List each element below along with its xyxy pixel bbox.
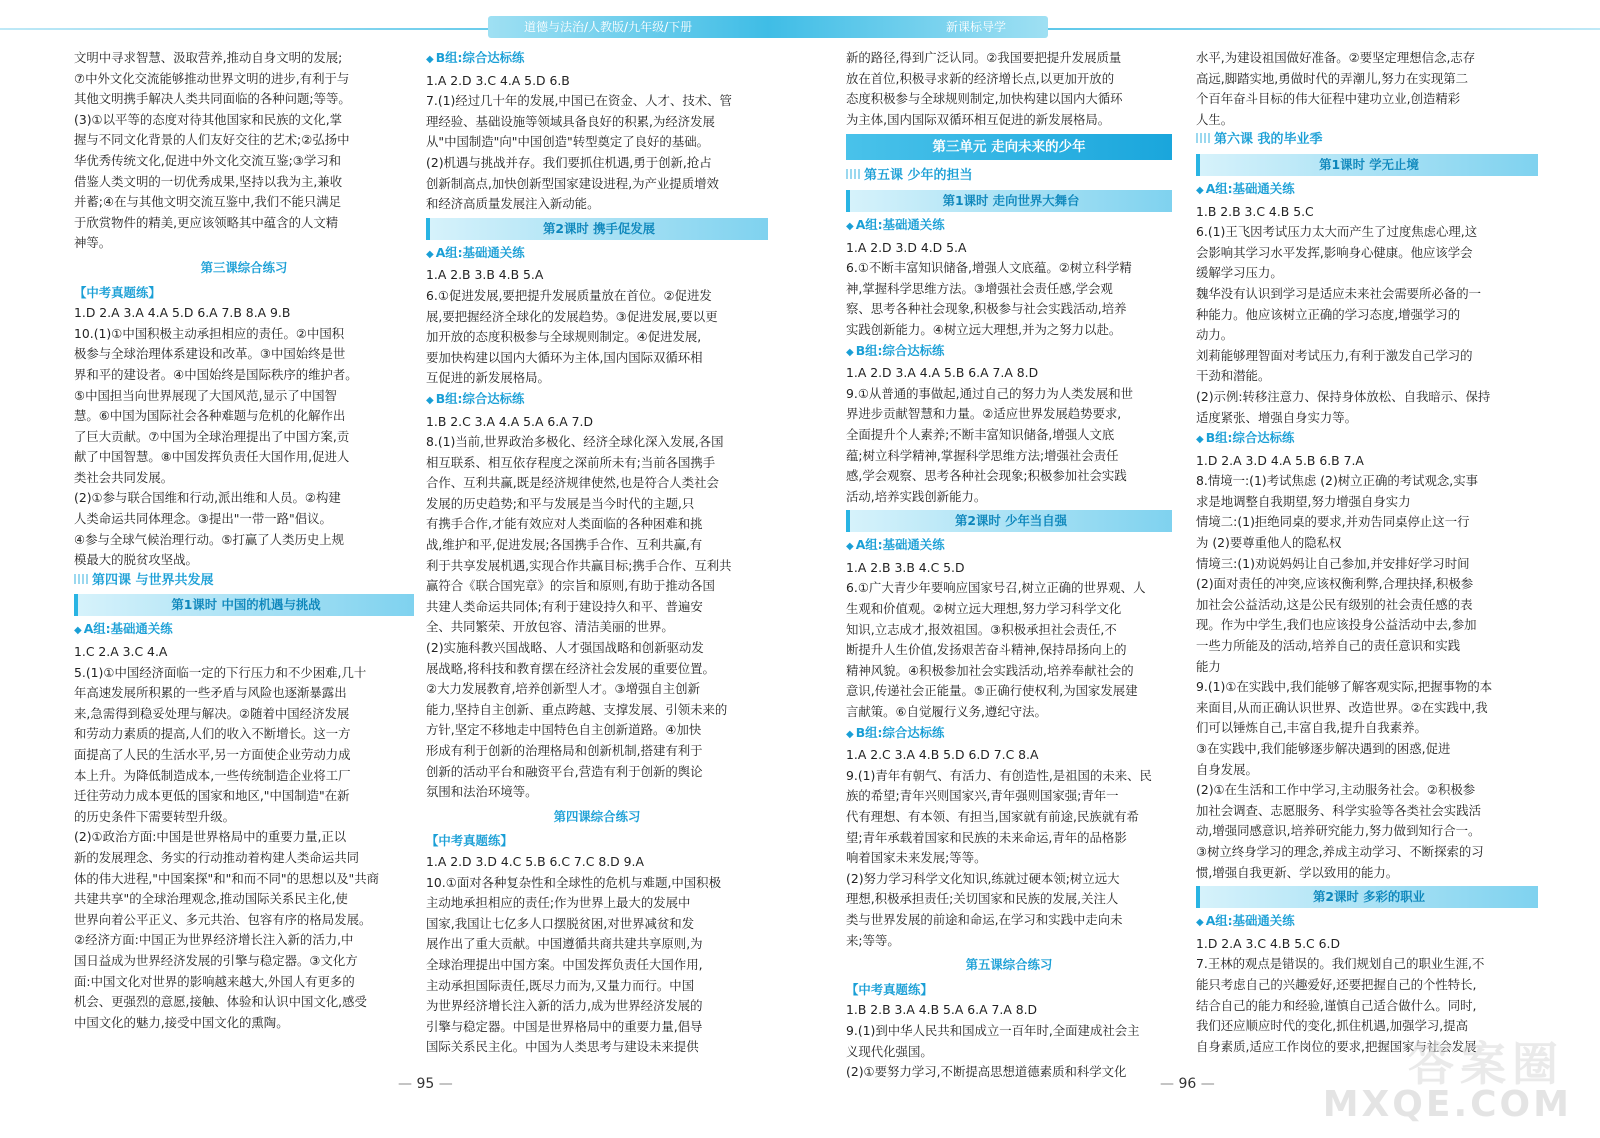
answer-line: 6.(1)王飞因考试压力太大而产生了过度焦虑心理,这 bbox=[1196, 224, 1478, 240]
lesson-heading-text: 第四课 与世界共发展 bbox=[92, 572, 214, 588]
answer-line: 为 (2)要尊重他人的隐私权 bbox=[1196, 535, 1342, 551]
answer-line: 代有理想、有本领、有担当,国家就有前途,民族就有希 bbox=[846, 809, 1139, 824]
lesson-period-title: 第1课时 走向世界大舞台 bbox=[942, 192, 1080, 208]
diamond-icon: ◆ bbox=[846, 346, 854, 358]
answer-line: 慧。⑥中国为国际社会各种难题与危机的化解作出 bbox=[74, 408, 346, 424]
answer-line: 中国文化的魅力,接受中国文化的熏陶。 bbox=[74, 1014, 289, 1030]
answer-line: 其他文明携手解决人类共同面临的各种问题;等等。 bbox=[74, 91, 351, 107]
answer-line: 族的希望;青年兴则国家兴,青年强则国家强;青年一 bbox=[846, 788, 1119, 804]
lesson-period-banner bbox=[1196, 154, 1538, 176]
answer-line: 文明中寻求智慧、汲取营养,推动自身文明的发展; bbox=[74, 50, 343, 65]
answer-line: 人生。 bbox=[1196, 111, 1234, 127]
exam-practice-label: 【中考真题练】 bbox=[846, 981, 933, 997]
answer-line: 现。作为中学生,我们也应该投身公益活动中去,参加 bbox=[1196, 617, 1477, 633]
header-banner bbox=[488, 16, 1048, 38]
column-2 bbox=[426, 48, 768, 1058]
answer-line: 主动承担国际责任,既尽力而为,又量力而行。中国 bbox=[426, 977, 695, 993]
answer-line: 展作出了重大贡献。中国遵循共商共建共享原则,为 bbox=[426, 936, 703, 952]
answer-line: 国日益成为世界经济发展的引擎与稳定器。③文化方 bbox=[74, 952, 358, 968]
answer-line: 1.D 2.A 3.C 4.B 5.C 6.D bbox=[1196, 935, 1340, 951]
answer-line: 发展的历史趋势;和平与发展是当今时代的主题,只 bbox=[426, 495, 695, 511]
review-section-title: 第四课综合练习 bbox=[553, 808, 641, 824]
exercise-group-label: B组:综合达标练 bbox=[1205, 430, 1295, 446]
exercise-group-heading bbox=[846, 535, 1172, 558]
answer-line: 国家,我国让七亿多人口摆脱贫困,对世界减贫和发 bbox=[426, 915, 695, 931]
answer-line: 战,维护和平,促进发展;各国携手合作、互利共赢,有 bbox=[426, 537, 703, 553]
answer-line: 神等。 bbox=[74, 235, 112, 251]
watermark-url: MXQE.COM bbox=[1322, 1084, 1572, 1125]
answer-line: 人类命运共同体理念。③提出"一带一路"倡议。 bbox=[74, 511, 332, 527]
answer-line: ③在实践中,我们能够逐步解决遇到的困惑,促进 bbox=[1196, 741, 1451, 756]
answer-line: 求是地调整自我期望,努力增强自身实力 bbox=[1196, 493, 1411, 509]
answer-line: 生观和价值观。②树立远大理想,努力学习科学文化 bbox=[846, 601, 1122, 617]
answer-line: 干劲和潜能。 bbox=[1196, 368, 1271, 384]
exam-practice-label: 【中考真题练】 bbox=[426, 833, 513, 849]
answer-line: 1.D 2.A 3.D 4.A 5.B 6.B 7.A bbox=[1196, 452, 1364, 468]
answer-line: 从"中国制造"向"中国创造"转型奠定了良好的基础。 bbox=[426, 134, 709, 150]
answer-line: ⑦中外文化交流能够推动世界文明的进步,有利于与 bbox=[74, 70, 350, 86]
answer-line: 创新的活动平台和融资平台,营造有利于创新的舆论 bbox=[426, 763, 703, 779]
answer-line: 借鉴人类文明的一切优秀成果,坚持以我为主,兼收 bbox=[74, 173, 343, 189]
answer-line: (2)机遇与挑战并存。我们要抓住机遇,勇于创新,抢占 bbox=[426, 154, 712, 170]
answer-line: 精神风貌。④积极参加社会实践活动,培养奉献社会的 bbox=[846, 662, 1134, 678]
answer-line: 结合自己的能力和经验,谨慎自己适合做什么。同时, bbox=[1196, 997, 1477, 1013]
answer-line: 展战略,将科技和教育摆在经济社会发展的重要位置。 bbox=[426, 660, 715, 676]
lesson-heading-text: 第六课 我的毕业季 bbox=[1214, 132, 1323, 148]
diamond-icon: ◆ bbox=[426, 248, 434, 260]
lesson-heading bbox=[1196, 130, 1538, 151]
answer-line: 望;青年承载着国家和民族的未来命运,青年的品格影 bbox=[846, 829, 1127, 845]
diamond-icon: ◆ bbox=[846, 541, 854, 553]
answer-line: 刘莉能够理智面对考试压力,有利于激发自己学习的 bbox=[1196, 347, 1473, 363]
answer-line: 言献策。⑥自觉履行义务,遵纪守法。 bbox=[846, 704, 1047, 720]
answer-line: 魏华没有认识到学习是适应未来社会需要所必备的一 bbox=[1196, 285, 1481, 301]
exercise-group-label: A组:基础通关练 bbox=[1205, 913, 1295, 929]
lesson-period-banner bbox=[846, 510, 1172, 532]
answer-line: 10.(1)①中国积极主动承担相应的责任。②中国积 bbox=[74, 325, 345, 341]
answer-line: 利于共享发展机遇,实现合作共赢目标;携手合作、互利共 bbox=[426, 557, 732, 573]
answer-line: 赢符合《联合国宪章》的宗旨和原则,有助于推动各国 bbox=[426, 578, 715, 594]
answer-line: 面提高了人民的生活水平,另一方面使企业劳动力成 bbox=[74, 747, 351, 762]
answer-line: 形成有利于创新的治理格局和创新机制,搭建有利于 bbox=[426, 743, 703, 758]
answer-line: 一些力所能及的活动,培养自己的责任意识和实践 bbox=[1196, 638, 1461, 654]
answer-line: (2)①政治方面:中国是世界格局中的重要力量,正以 bbox=[74, 829, 347, 845]
review-section-title: 第五课综合练习 bbox=[965, 957, 1053, 973]
answer-line: 华优秀传统文化,促进中外文化交流互鉴;③学习和 bbox=[74, 152, 342, 168]
answer-line: 和劳动力素质的提高,人们的收入不断增长。这一方 bbox=[74, 726, 351, 742]
answer-line: 知识,立志成才,报效祖国。③积极承担社会责任,不 bbox=[846, 621, 1117, 637]
answer-line: 新的发展理念、务实的行动推动着构建人类命运共同 bbox=[74, 849, 359, 865]
answer-line: 1.A 2.B 3.B 4.B 5.A bbox=[426, 267, 544, 283]
answer-line: 并蓄;④在与其他文明交流互鉴中,我们不能只满足 bbox=[74, 194, 342, 210]
column-4 bbox=[1196, 48, 1538, 1057]
review-section-title: 第三课综合练习 bbox=[200, 259, 288, 275]
answer-line: 来,急需得到稳妥处理与解决。②随着中国经济发展 bbox=[74, 705, 350, 721]
answer-line: 态度积极参与全球规则制定,加快构建以国内大循环 bbox=[846, 91, 1123, 107]
exercise-group-heading bbox=[74, 619, 414, 642]
answer-line: 引擎与稳定器。中国是世界格局中的重要力量,倡导 bbox=[426, 1018, 703, 1034]
lesson-period-banner bbox=[74, 594, 414, 616]
answer-line: 全面提升个人素养;不断丰富知识储备,增强人文底 bbox=[846, 426, 1115, 442]
header-subject: 道德与法治/人教版/九年级/下册 bbox=[524, 20, 693, 34]
answer-line: (2)①要努力学习,不断提高思想道德素质和科学文化 bbox=[846, 1064, 1127, 1080]
answer-line: 1.B 2.B 3.C 4.B 5.C bbox=[1196, 203, 1314, 219]
exercise-group-heading bbox=[1196, 911, 1538, 934]
answer-line: 蕴;树立科学精神,掌握科学思维方法;增强社会责任 bbox=[846, 447, 1119, 463]
page-number-left: — 95 — bbox=[398, 1076, 453, 1092]
diamond-icon: ◆ bbox=[1196, 184, 1204, 196]
answer-line: 6.①广大青少年要响应国家号召,树立正确的世界观、人 bbox=[846, 580, 1146, 596]
answer-line: ②大力发展教育,培养创新型人才。③增强自主创新 bbox=[426, 681, 700, 697]
answer-line: 相互联系、相互依存程度之深前所未有;当前各国携手 bbox=[426, 454, 716, 470]
answer-line: 10.①面对各种复杂性和全球性的危机与难题,中国积极 bbox=[426, 874, 721, 890]
answer-line: 能力,坚持自主创新、重点跨越、支撑发展、引领未来的 bbox=[426, 701, 728, 717]
lesson-period-banner bbox=[1196, 886, 1538, 908]
exercise-group-label: B组:综合达标练 bbox=[435, 390, 525, 406]
answer-line: 意识,传递社会正能量。⑤正确行使权利,为国家发展建 bbox=[846, 683, 1138, 699]
answer-line: 6.①促进发展,要把提升发展质量放在首位。②促进发 bbox=[426, 287, 712, 303]
exercise-group-heading bbox=[426, 243, 768, 266]
lesson-period-banner bbox=[426, 218, 768, 240]
answer-line: 为主体,国内国际双循环相互促进的新发展格局。 bbox=[846, 111, 1111, 127]
answer-line: 动,增强同感意识,培养研究能力,努力做到知行合一。 bbox=[1196, 823, 1481, 839]
answer-line: 界进步贡献智慧和力量。②适应世界发展趋势要求, bbox=[846, 406, 1122, 422]
answer-line: 惯,增强自我更新、学以致用的能力。 bbox=[1196, 864, 1399, 880]
diamond-icon: ◆ bbox=[846, 220, 854, 232]
answer-line: 来面目,从而正确认识世界、改造世界。②在实践中,我 bbox=[1196, 699, 1488, 715]
answer-line: 理想,积极承担责任;关切国家和民族的发展,关注人 bbox=[846, 891, 1119, 907]
page-number-right: — 96 — bbox=[1160, 1076, 1215, 1092]
answer-line: (2)①在生活和工作中学习,主动服务社会。②积极参 bbox=[1196, 782, 1476, 798]
answer-line: 能力 bbox=[1196, 658, 1221, 674]
answer-line: 活动,培养实践创新能力。 bbox=[846, 488, 987, 504]
exercise-group-heading bbox=[426, 48, 768, 71]
answer-line: 9.(1)①在实践中,我们能够了解客观实际,把握事物的本 bbox=[1196, 679, 1493, 695]
lesson-heading bbox=[74, 571, 414, 592]
answer-line: 情境三:(1)劝说妈妈让自己参加,并安排好学习时间 bbox=[1196, 555, 1470, 571]
answer-line: 感,学会观察、思考各种社会现象;积极参加社会实践 bbox=[846, 468, 1127, 484]
answer-line: 氛围和法治环境等。 bbox=[426, 784, 538, 800]
diamond-icon: ◆ bbox=[1196, 434, 1204, 446]
page-number-right-value: 96 bbox=[1178, 1076, 1197, 1092]
exercise-group-heading bbox=[846, 723, 1172, 746]
answer-line: 为世界经济增长注入新的活力,成为世界经济发展的 bbox=[426, 998, 703, 1014]
exercise-group-heading bbox=[1196, 428, 1538, 451]
answer-line: 9.①从普通的事做起,通过自己的努力为人类发展和世 bbox=[846, 385, 1134, 401]
answer-line: 9.(1)青年有朝气、有活力、有创造性,是祖国的未来、民 bbox=[846, 767, 1152, 783]
answer-line: 自身发展。 bbox=[1196, 761, 1258, 777]
answer-line: 7.王林的观点是错误的。我们规划自己的职业生涯,不 bbox=[1196, 956, 1485, 972]
lesson-period-title: 第2课时 多彩的职业 bbox=[1312, 889, 1426, 905]
answer-line: 类社会共同发展。 bbox=[74, 469, 174, 485]
answer-line: 共建人类命运共同体;有利于建设持久和平、普遍安 bbox=[426, 598, 703, 614]
answer-line: 情境二:(1)拒绝同桌的要求,并劝告同桌停止这一行 bbox=[1196, 514, 1470, 530]
answer-line: ④参与全球气候治理行动。⑤打赢了人类历史上规 bbox=[74, 531, 345, 547]
answer-line: 极参与全球治理体系建设和改革。③中国始终是世 bbox=[74, 346, 346, 362]
answer-line: 的历史条件下需要转型升级。 bbox=[74, 808, 236, 824]
diamond-icon: ◆ bbox=[426, 394, 434, 406]
answer-line: 个百年奋斗目标的伟大征程中建功立业,创造精彩 bbox=[1196, 91, 1461, 107]
exercise-group-heading bbox=[846, 215, 1172, 238]
bars-icon bbox=[1196, 133, 1210, 143]
answer-line: 创新制高点,加快创新型国家建设进程,为产业提质增效 bbox=[426, 175, 719, 191]
answer-line: 自身素质,适应工作岗位的要求,把握国家与社会发展 bbox=[1196, 1038, 1477, 1054]
answer-line: 握与不同文化背景的人们友好交往的艺术;②弘扬中 bbox=[74, 132, 350, 148]
answer-line: 察、思考各种社会现象,积极参与社会实践活动,培养 bbox=[846, 301, 1127, 317]
answer-line: 和经济高质量发展注入新动能。 bbox=[426, 196, 600, 212]
answer-line: 展,要把握经济全球化的发展趋势。③促进发展,要以更 bbox=[426, 308, 718, 324]
answer-line: 新的路径,得到广泛认同。②我国要把提升发展质量 bbox=[846, 50, 1122, 65]
answer-line: 1.B 2.C 3.A 4.A 5.A 6.A 7.D bbox=[426, 413, 593, 429]
exercise-group-label: B组:综合达标练 bbox=[435, 50, 525, 65]
answer-line: 共建共享"的全球治理观念,推动国际关系民主化,使 bbox=[74, 891, 348, 907]
lesson-period-banner bbox=[846, 190, 1172, 212]
answer-line: (2)努力学习科学文化知识,练就过硬本领;树立远大 bbox=[846, 870, 1120, 886]
answer-line: 8.情境一:(1)考试焦虑 (2)树立正确的考试观念,实事 bbox=[1196, 473, 1479, 489]
exam-practice-label: 【中考真题练】 bbox=[74, 284, 161, 300]
answer-line: 种能力。他应该树立正确的学习态度,增强学习的 bbox=[1196, 306, 1461, 322]
answer-line: 缓解学习压力。 bbox=[1196, 265, 1283, 281]
diamond-icon: ◆ bbox=[846, 728, 854, 740]
answer-line: 献了中国智慧。⑧中国发挥负责任大国作用,促进人 bbox=[74, 449, 350, 465]
answer-line: 义现代化强国。 bbox=[846, 1043, 933, 1059]
answer-line: 主动地承担相应的责任;作为世界上最大的发展中 bbox=[426, 895, 691, 911]
answer-line: 来;等等。 bbox=[846, 932, 900, 948]
answer-line: 1.A 2.C 3.A 4.B 5.D 6.D 7.C 8.A bbox=[846, 747, 1039, 763]
answer-line: 水平,为建设祖国做好准备。②要坚定理想信念,志存 bbox=[1196, 50, 1476, 65]
answer-line: 神,掌握科学思维方法。③增强社会责任感,学会观 bbox=[846, 280, 1113, 296]
answer-line: 国际关系民主化。中国为人类思考与建设未来提供 bbox=[426, 1039, 699, 1055]
answer-line: 全球治理提出中国方案。中国发挥负责任大国作用, bbox=[426, 956, 703, 972]
exercise-group-label: A组:基础通关练 bbox=[83, 621, 173, 637]
answer-line: 理经验、基础设施等领域具备良好的积累,为经济发展 bbox=[426, 113, 715, 129]
answer-line: 1.A 2.D 3.D 4.C 5.B 6.C 7.C 8.D 9.A bbox=[426, 853, 644, 869]
answer-line: 7.(1)经过几十年的发展,中国已在资金、人才、技术、管 bbox=[426, 93, 732, 109]
answer-line: 1.A 2.D 3.D 4.D 5.A bbox=[846, 239, 967, 255]
watermark-cn: 答案圈 bbox=[1408, 1037, 1564, 1091]
answer-line: 能只考虑自己的兴趣爱好,还要把握自己的个性特长, bbox=[1196, 976, 1477, 992]
answer-line: 本上升。为降低制造成本,一些传统制造企业将工厂 bbox=[74, 767, 351, 783]
page-number-left-value: 95 bbox=[416, 1076, 435, 1092]
diamond-icon: ◆ bbox=[426, 54, 434, 65]
answer-line: 会影响其学习水平发挥,影响身心健康。他应该学会 bbox=[1196, 244, 1473, 260]
bars-icon bbox=[74, 574, 88, 584]
answer-line: 年高速发展所积累的一些矛盾与风险也逐渐暴露出 bbox=[74, 685, 347, 701]
exercise-group-label: B组:综合达标练 bbox=[855, 724, 945, 740]
answer-line: 世界向着公平正义、多元共治、包容有序的格局发展。 bbox=[74, 911, 372, 927]
answer-line: 机会、更强烈的意愿,接触、体验和认识中国文化,感受 bbox=[74, 994, 367, 1010]
answer-line: (2)面对责任的冲突,应该权衡利弊,合理抉择,积极参 bbox=[1196, 576, 1474, 592]
answer-line: ⑤中国担当向世界展现了大国风范,显示了中国智 bbox=[74, 387, 337, 403]
answer-line: 放在首位,积极寻求新的经济增长点,以更加开放的 bbox=[846, 70, 1115, 86]
answer-line: 1.C 2.A 3.C 4.A bbox=[74, 644, 168, 660]
answer-line: 加社会调查、志愿服务、科学实验等各类社会实践活 bbox=[1196, 802, 1481, 818]
exercise-group-label: A组:基础通关练 bbox=[1205, 180, 1295, 196]
answer-line: 加社会公益活动,这是公民有级别的社会责任感的表 bbox=[1196, 596, 1473, 612]
answer-line: 合作、互利共赢,既是经济规律使然,也是符合人类社会 bbox=[426, 475, 719, 491]
exercise-group-label: A组:基础通关练 bbox=[855, 216, 945, 232]
header-series: 新课标导学 bbox=[945, 20, 1006, 34]
answer-line: 有携手合作,才能有效应对人类面临的各种困难和挑 bbox=[426, 516, 703, 532]
column-1 bbox=[74, 48, 414, 1033]
page-header bbox=[0, 0, 1600, 40]
diamond-icon: ◆ bbox=[1196, 917, 1204, 929]
answer-line: 我们还应顺应时代的变化,抓住机遇,加强学习,提高 bbox=[1196, 1018, 1469, 1034]
answer-line: 方针,坚定不移地走中国特色自主创新道路。④加快 bbox=[426, 722, 702, 738]
answer-line: 响着国家未来发展;等等。 bbox=[846, 850, 987, 866]
answer-line: (3)①以平等的态度对待其他国家和民族的文化,掌 bbox=[74, 111, 343, 127]
answer-line: 体的伟大进程,"中国案探"和"和而不同"的思想以及"共商 bbox=[74, 870, 380, 886]
answer-line: 1.A 2.B 3.B 4.C 5.D bbox=[846, 559, 965, 575]
lesson-period-title: 第2课时 少年当自强 bbox=[954, 513, 1068, 529]
answer-line: 1.A 2.D 3.A 4.A 5.B 6.A 7.A 8.D bbox=[846, 365, 1039, 381]
answer-line: 模最大的脱贫攻坚战。 bbox=[74, 552, 198, 568]
answer-line: 界和平的建设者。④中国始终是国际秩序的维护者。 bbox=[74, 366, 358, 382]
answer-line: 1.A 2.D 3.C 4.A 5.D 6.B bbox=[426, 72, 570, 88]
answer-line: 迁往劳动力成本更低的国家和地区,"中国制造"在新 bbox=[74, 788, 350, 804]
lesson-heading bbox=[846, 166, 1172, 187]
answer-line: (2)①参与联合国维和行动,派出维和人员。②构建 bbox=[74, 490, 341, 506]
answer-line: 互促进的新发展格局。 bbox=[426, 370, 550, 386]
exercise-group-heading bbox=[426, 389, 768, 412]
answer-line: 面:中国文化对世界的影响越来越大,外国人有更多的 bbox=[74, 973, 355, 989]
answer-line: ③树立终身学习的理念,养成主动学习、不断探索的习 bbox=[1196, 843, 1484, 859]
answer-line: 断提升人生价值,发扬艰苦奋斗精神,保持昂扬向上的 bbox=[846, 642, 1127, 658]
answer-line: 加开放的态度积极参与全球规则制定。④促进发展, bbox=[426, 329, 702, 345]
exercise-group-label: A组:基础通关练 bbox=[855, 537, 945, 553]
answer-line: ②经济方面:中国正为世界经济增长注入新的活力,中 bbox=[74, 932, 354, 948]
answer-line: 要加快构建以国内大循环为主体,国内国际双循环相 bbox=[426, 349, 703, 365]
answer-line: 了巨大贡献。⑦中国为全球治理提出了中国方案,贡 bbox=[74, 428, 350, 444]
unit-banner: 第三单元 走向未来的少年 bbox=[846, 134, 1172, 160]
answer-line: 高远,脚踏实地,勇做时代的弄潮儿,努力在实现第二 bbox=[1196, 70, 1469, 86]
answer-line: 于欣赏物件的精美,更应该领略其中蕴含的人文精 bbox=[74, 214, 339, 230]
lesson-period-title: 第1课时 中国的机遇与挑战 bbox=[171, 597, 321, 613]
answer-line: 8.(1)当前,世界政治多极化、经济全球化深入发展,各国 bbox=[426, 434, 724, 450]
column-3 bbox=[846, 48, 1172, 1083]
answer-line: 全、共同繁荣、开放包容、清洁美丽的世界。 bbox=[426, 619, 674, 635]
answer-line: 1.D 2.A 3.A 4.A 5.D 6.A 7.B 8.A 9.B bbox=[74, 305, 291, 321]
exercise-group-heading bbox=[846, 341, 1172, 364]
bars-icon bbox=[846, 169, 860, 179]
lesson-period-title: 第1课时 学无止境 bbox=[1319, 156, 1419, 172]
exercise-group-label: A组:基础通关练 bbox=[435, 244, 525, 260]
lesson-heading-text: 第五课 少年的担当 bbox=[864, 168, 973, 184]
answer-line: 适度紧张、增强自身实力等。 bbox=[1196, 409, 1358, 425]
answer-line: (2)实施科教兴国战略、人才强国战略和创新驱动发 bbox=[426, 640, 704, 656]
answer-line: (2)示例:转移注意力、保持身体放松、自我暗示、保持 bbox=[1196, 388, 1491, 404]
answer-line: 6.①不断丰富知识储备,增强人文底蕴。②树立科学精 bbox=[846, 260, 1132, 276]
answer-line: 5.(1)①中国经济面临一定的下行压力和不少困难,几十 bbox=[74, 664, 367, 680]
exercise-group-heading bbox=[1196, 179, 1538, 202]
answer-line: 动力。 bbox=[1196, 327, 1234, 343]
answer-line: 1.B 2.B 3.A 4.B 5.A 6.A 7.A 8.D bbox=[846, 1002, 1038, 1018]
answer-line: 实践创新能力。④树立远大理想,并为之努力以赴。 bbox=[846, 321, 1122, 337]
answer-line: 类与世界发展的前途和命运,在学习和实践中走向未 bbox=[846, 911, 1123, 927]
lesson-period-title: 第2课时 携手促发展 bbox=[542, 220, 656, 236]
answer-line: 9.(1)到中华人民共和国成立一百年时,全面建成社会主 bbox=[846, 1022, 1140, 1038]
diamond-icon: ◆ bbox=[74, 625, 82, 637]
exercise-group-label: B组:综合达标练 bbox=[855, 342, 945, 358]
answer-line: 们可以锤炼自己,丰富自我,提升自我素养。 bbox=[1196, 720, 1427, 736]
